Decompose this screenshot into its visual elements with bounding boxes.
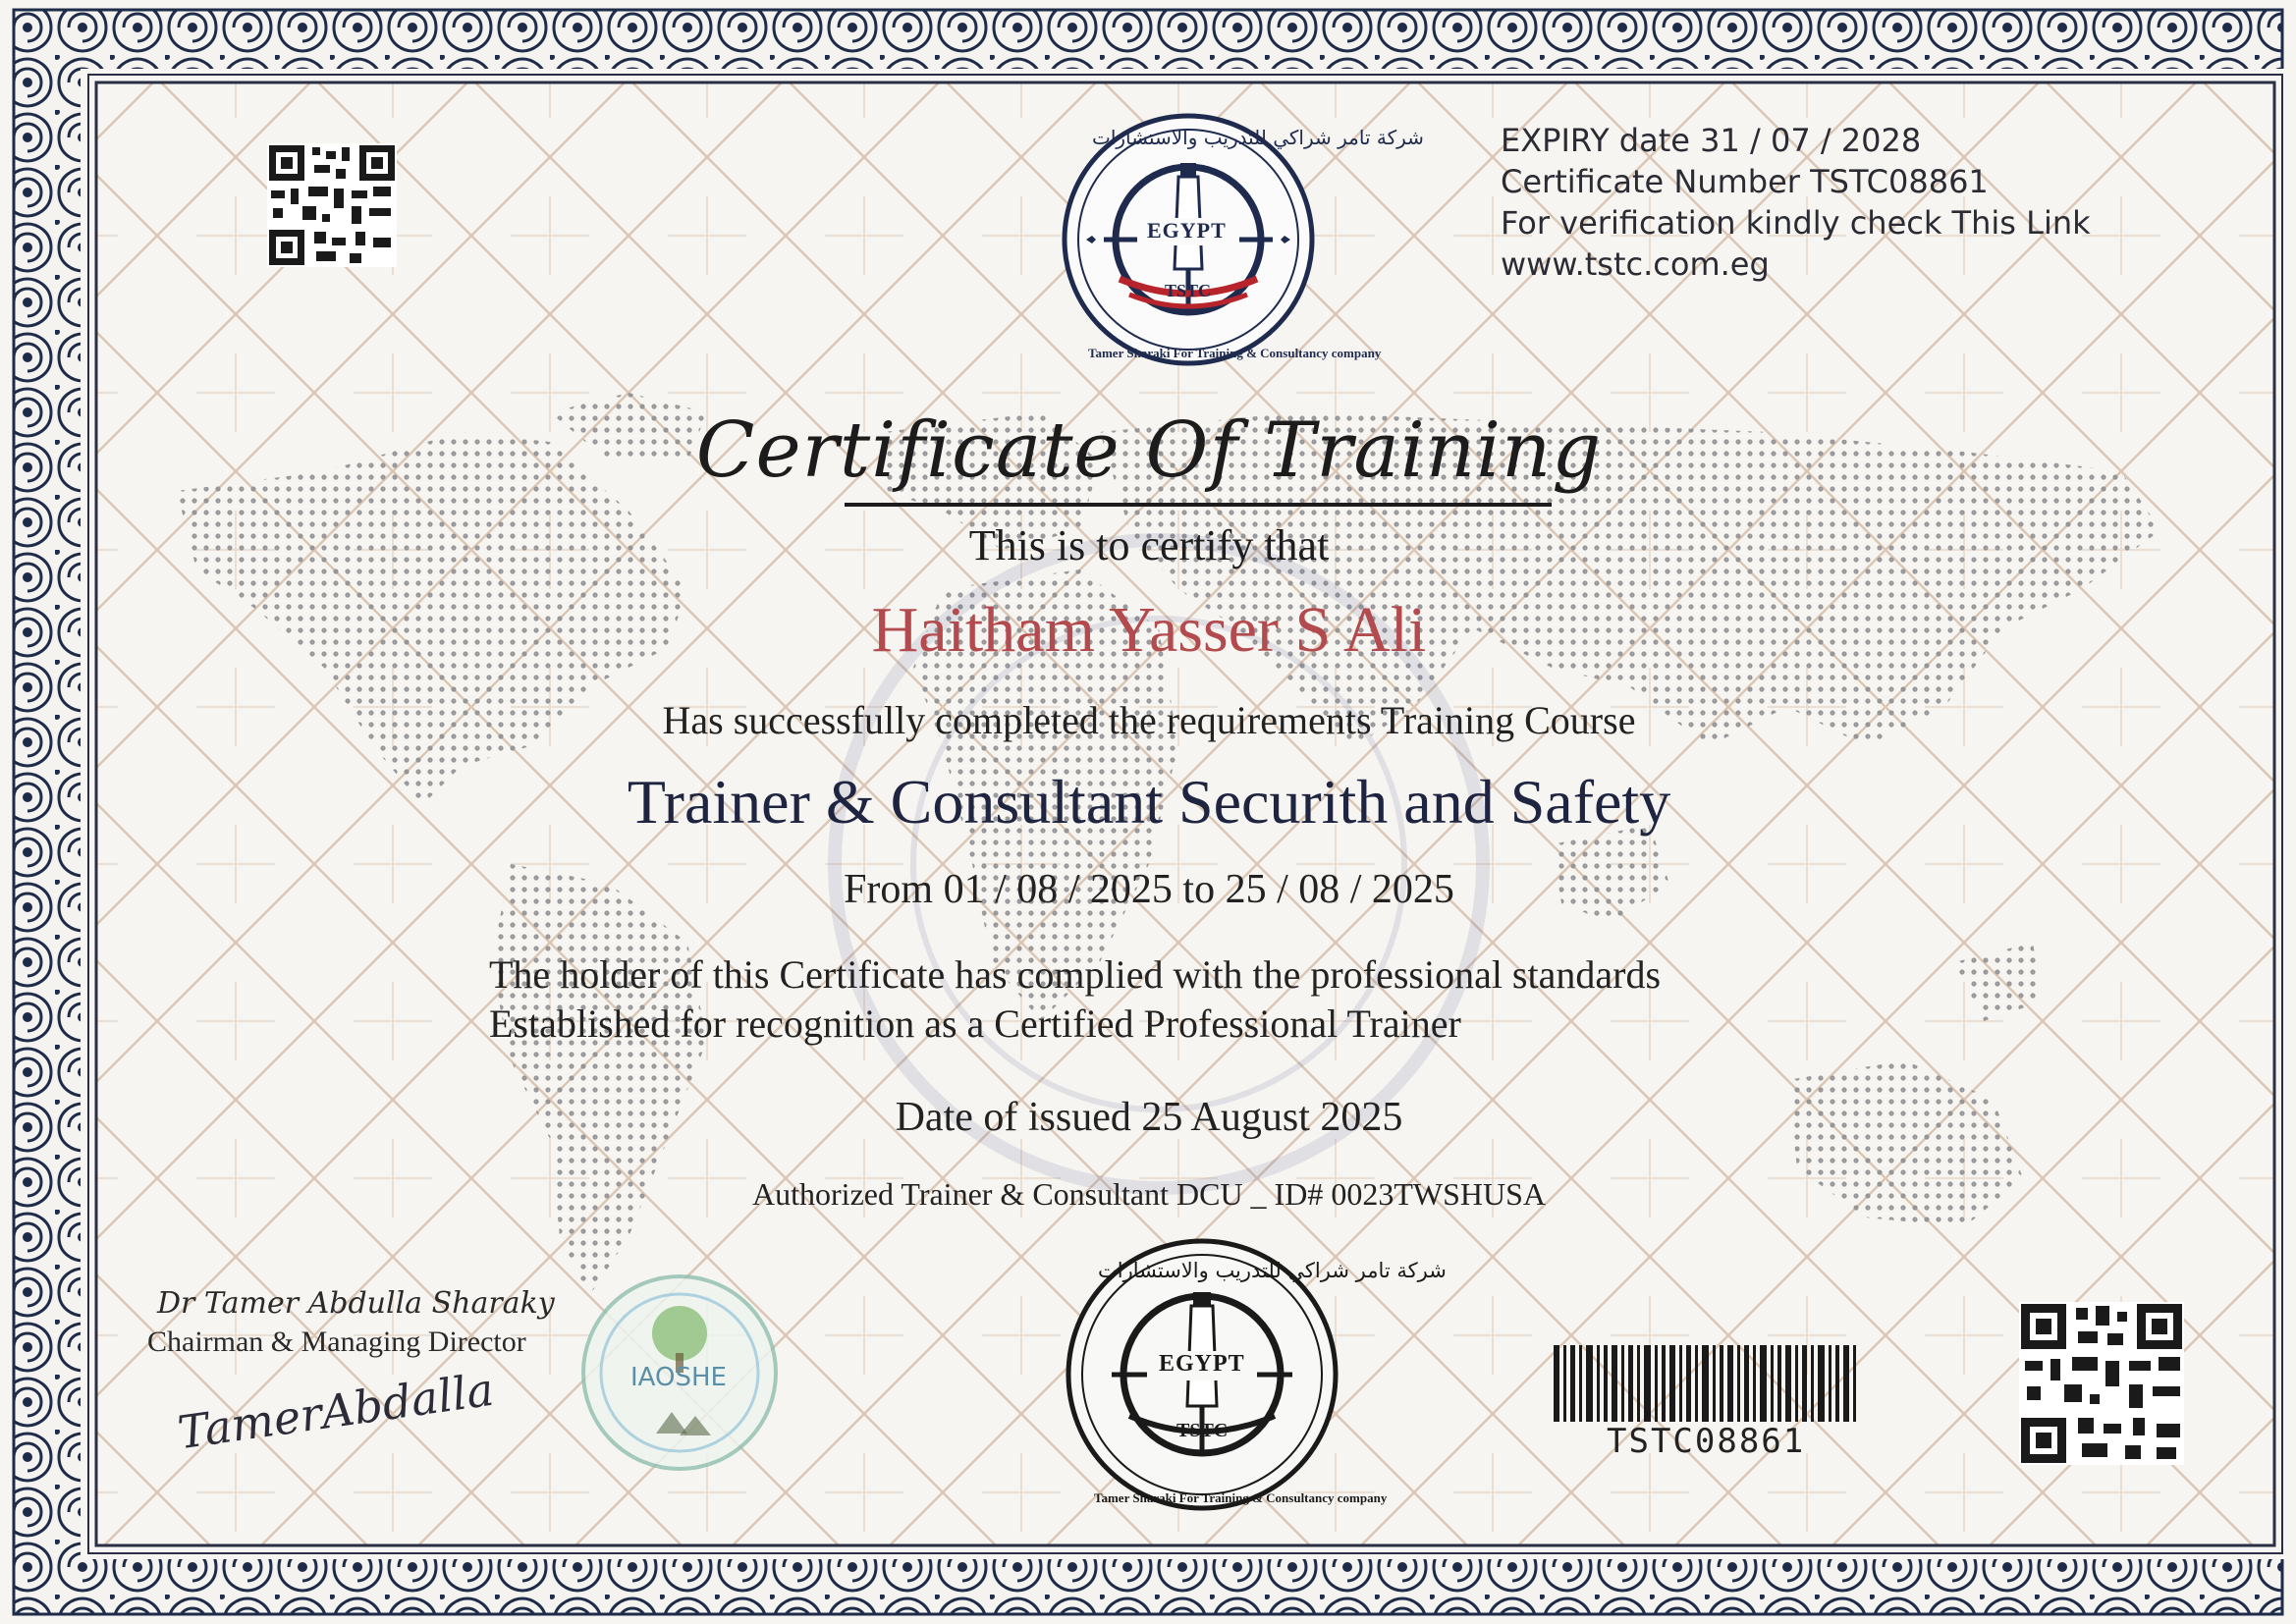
certificate-number: Certificate Number TSTC08861 bbox=[1501, 163, 1989, 200]
bottom-seal-english: Tamer Sharaki For Training & Consultancy company bbox=[1094, 1490, 1388, 1505]
qr-code-icon bbox=[2019, 1302, 2184, 1465]
course-dates: From 01 / 08 / 2025 to 25 / 08 / 2025 bbox=[844, 867, 1454, 912]
lighthouse-icon bbox=[1187, 1292, 1217, 1406]
issue-date: Date of issued 25 August 2025 bbox=[895, 1095, 1403, 1140]
signature: TamerAbdalla bbox=[174, 1362, 497, 1460]
certificate-title: Certificate Of Training bbox=[695, 406, 1603, 495]
verification-note: For verification kindly check This Link bbox=[1501, 204, 2091, 242]
bottom-seal-arabic: شركة تامر شراكي للتدريب والاستشارات bbox=[1098, 1259, 1447, 1282]
qr-code-icon bbox=[267, 143, 397, 267]
lighthouse-icon bbox=[1175, 163, 1202, 269]
signatory-name: Dr Tamer Abdulla Sharaky bbox=[157, 1286, 555, 1321]
completed-line: Has successfully completed the requirements Training Course bbox=[662, 698, 1636, 742]
expiry-date: EXPIRY date 31 / 07 / 2028 bbox=[1501, 122, 1922, 159]
holder-statement bbox=[489, 950, 1661, 1049]
course-title: Trainer & Consultant Securith and Safety bbox=[627, 767, 1671, 837]
bottom-seal-abbr: TSTC bbox=[1176, 1420, 1229, 1441]
seal-abbr: TSTC bbox=[1165, 281, 1212, 300]
verification-link[interactable]: www.tstc.com.eg bbox=[1501, 245, 1770, 283]
recipient-name: Haitham Yasser S Ali bbox=[871, 594, 1427, 666]
seal-arabic: شركة تامر شراكي للتدريب والاستشارات bbox=[1092, 126, 1424, 149]
seal-country: EGYPT bbox=[1147, 218, 1227, 243]
holder-line-1: The holder of this Certificate has complied with the professional standards bbox=[489, 952, 1662, 997]
certify-line: This is to certify that bbox=[968, 521, 1330, 569]
authorization-id: Authorized Trainer & Consultant DCU _ ID# 0023TWSHUSA bbox=[752, 1176, 1546, 1212]
title-underline bbox=[845, 503, 1552, 507]
bottom-seal-country: EGYPT bbox=[1159, 1351, 1245, 1377]
iaoshe-label: IAOSHE bbox=[630, 1363, 727, 1392]
holder-line-2: Established for recognition as a Certified Professional Trainer bbox=[489, 1001, 1461, 1046]
signatory-title: Chairman & Managing Director bbox=[147, 1326, 526, 1358]
barcode-number: TSTC08861 bbox=[1607, 1422, 1806, 1461]
verification-info bbox=[1501, 120, 2091, 285]
seal-english: Tamer Sharaki For Training & Consultancy company bbox=[1088, 346, 1382, 360]
